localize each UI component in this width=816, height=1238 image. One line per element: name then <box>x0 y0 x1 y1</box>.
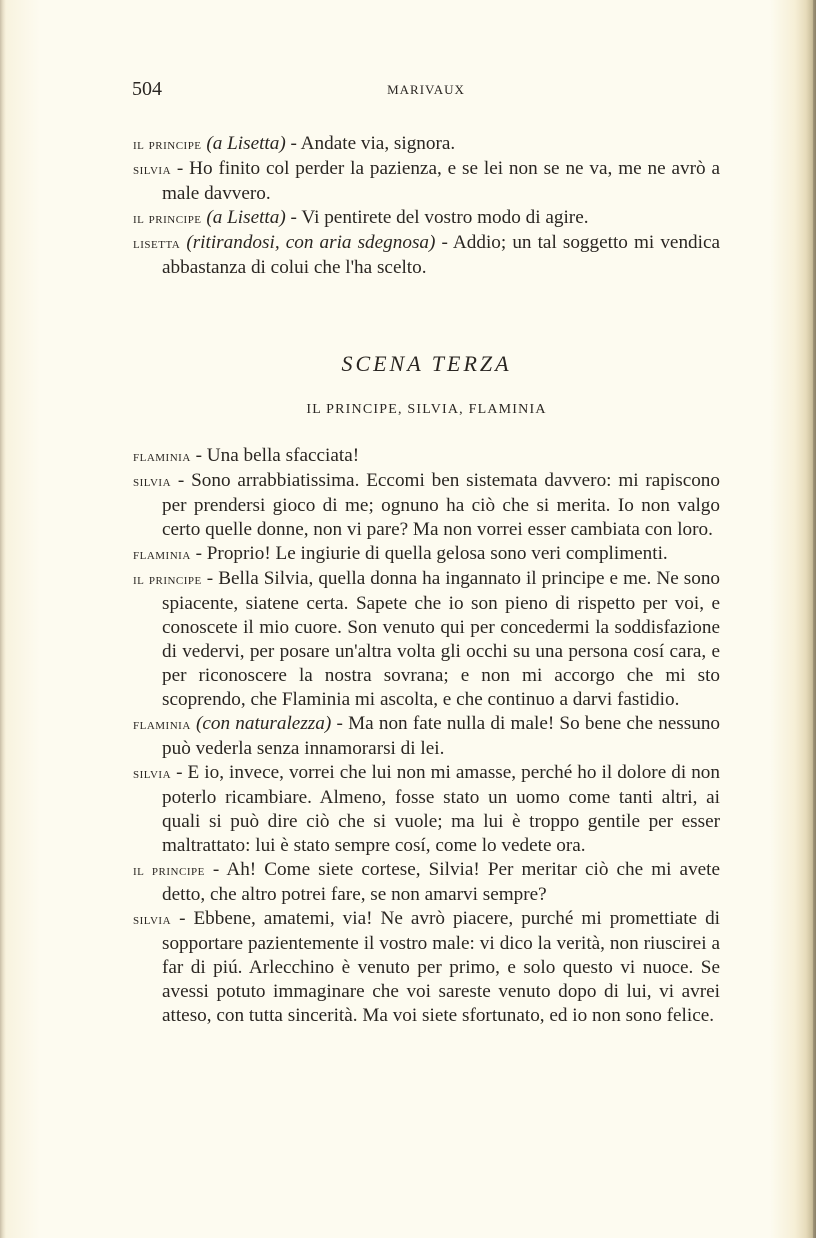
speaker-name: silvia <box>133 912 172 928</box>
speaker-name: silvia <box>133 162 172 178</box>
speech-text: - Ebbene, amatemi, via! Ne avrò piacere, purché mi promettiate di sopportare pazientemente il vostro male: vi dico la verità, non riuscirei a far di piú. Arlecchino è venuto per primo, e solo questo vi nuoce. Se avessi potuto immaginare che voi sareste venuto dopo di lui, vi avrei atteso, con tutta sincerità. Ma voi siete sfortunato, ed io non sono felice. <box>162 908 720 1026</box>
speech-text: - Proprio! Le ingiurie di quella gelosa sono veri complimenti. <box>195 543 668 564</box>
speaker-name: il principe <box>133 137 202 153</box>
speech-text: - Addio; un tal soggetto mi vendica abbastanza di colui che l'ha scelto. <box>162 232 720 278</box>
speaker-name: flaminia <box>133 717 191 733</box>
speech <box>133 231 720 280</box>
speeches-before <box>133 132 720 280</box>
stage-direction: (ritirandosi, con aria sdegnosa) <box>186 232 436 253</box>
running-title: MARIVAUX <box>387 82 465 97</box>
speech <box>133 132 720 157</box>
speech <box>133 907 720 1028</box>
speech <box>133 542 720 567</box>
speaker-name: flaminia <box>133 449 191 465</box>
speech <box>133 858 720 907</box>
speech-text: - Bella Silvia, quella donna ha ingannato il principe e me. Ne sono spiacente, siatene certa. Sapete che io son pieno di rispetto per voi, e conoscete il mio cuore. Son venuto qui per concedermi la soddisfazione di vedervi, per posare un'altra volta gli occhi su una persona cosí cara, e per riconoscere la nostra sovrana; e non mi accorgo che mi sto scoprendo, che Flaminia mi ascolta, e che continuo a darvi fastidio. <box>162 568 721 710</box>
speech-text: - Vi pentirete del vostro modo di agire. <box>290 207 589 228</box>
speech <box>133 567 720 712</box>
stage-direction: (con naturalezza) <box>196 713 332 734</box>
speech-text: - Una bella sfacciata! <box>195 445 360 466</box>
speech-text: - Ma non fate nulla di male! So bene che nessuno può vederla senza innamorarsi di lei. <box>162 713 721 759</box>
speaker-name: flaminia <box>133 547 191 563</box>
speech <box>133 712 720 761</box>
speech-text: - Ho finito col perder la pazienza, e se lei non se ne va, me ne avrò a male davvero. <box>162 158 720 204</box>
speeches-after <box>133 444 720 1028</box>
speech-text: - Ah! Come siete cortese, Silvia! Per meritar ciò che mi avete detto, che altro potrei fare, se non amarvi sempre? <box>162 859 721 905</box>
speaker-name: il principe <box>133 211 202 227</box>
speech-text: - E io, invece, vorrei che lui non mi amasse, perché ho il dolore di non poterlo ricambiare. Almeno, fosse stato un uomo come tanti altri, ai quali si può dire ciò che si vuole; ma lui è troppo gentile per esser maltrattato: lui è stato sempre cosí, come lo vedete ora. <box>162 762 720 856</box>
cast-list: IL PRINCIPE, SILVIA, FLAMINIA <box>306 402 547 417</box>
speech-text: - Andate via, signora. <box>290 133 456 154</box>
speaker-name: il principe <box>133 572 202 588</box>
running-head <box>132 78 720 106</box>
stage-direction: (a Lisetta) <box>206 133 286 154</box>
page-number: 504 <box>132 78 162 100</box>
stage-direction: (a Lisetta) <box>206 207 286 228</box>
speech <box>133 444 720 469</box>
speech-text: - Sono arrabbiatissima. Eccomi ben sistemata davvero: mi rapiscono per prendersi gioco di me; ognuno ha ciò che si merita. Io non valgo certo quelle donne, non vi pare? Ma non vorrei esser cambiata con loro. <box>162 470 720 540</box>
speech <box>133 469 720 542</box>
speech <box>133 157 720 206</box>
speech <box>133 761 720 858</box>
text-block <box>133 132 720 1028</box>
speaker-name: silvia <box>133 474 172 490</box>
speaker-name: lisetta <box>133 236 181 252</box>
scene-title: SCENA TERZA <box>341 351 512 376</box>
speaker-name: il principe <box>133 863 205 879</box>
speaker-name: silvia <box>133 766 172 782</box>
speech <box>133 206 720 231</box>
